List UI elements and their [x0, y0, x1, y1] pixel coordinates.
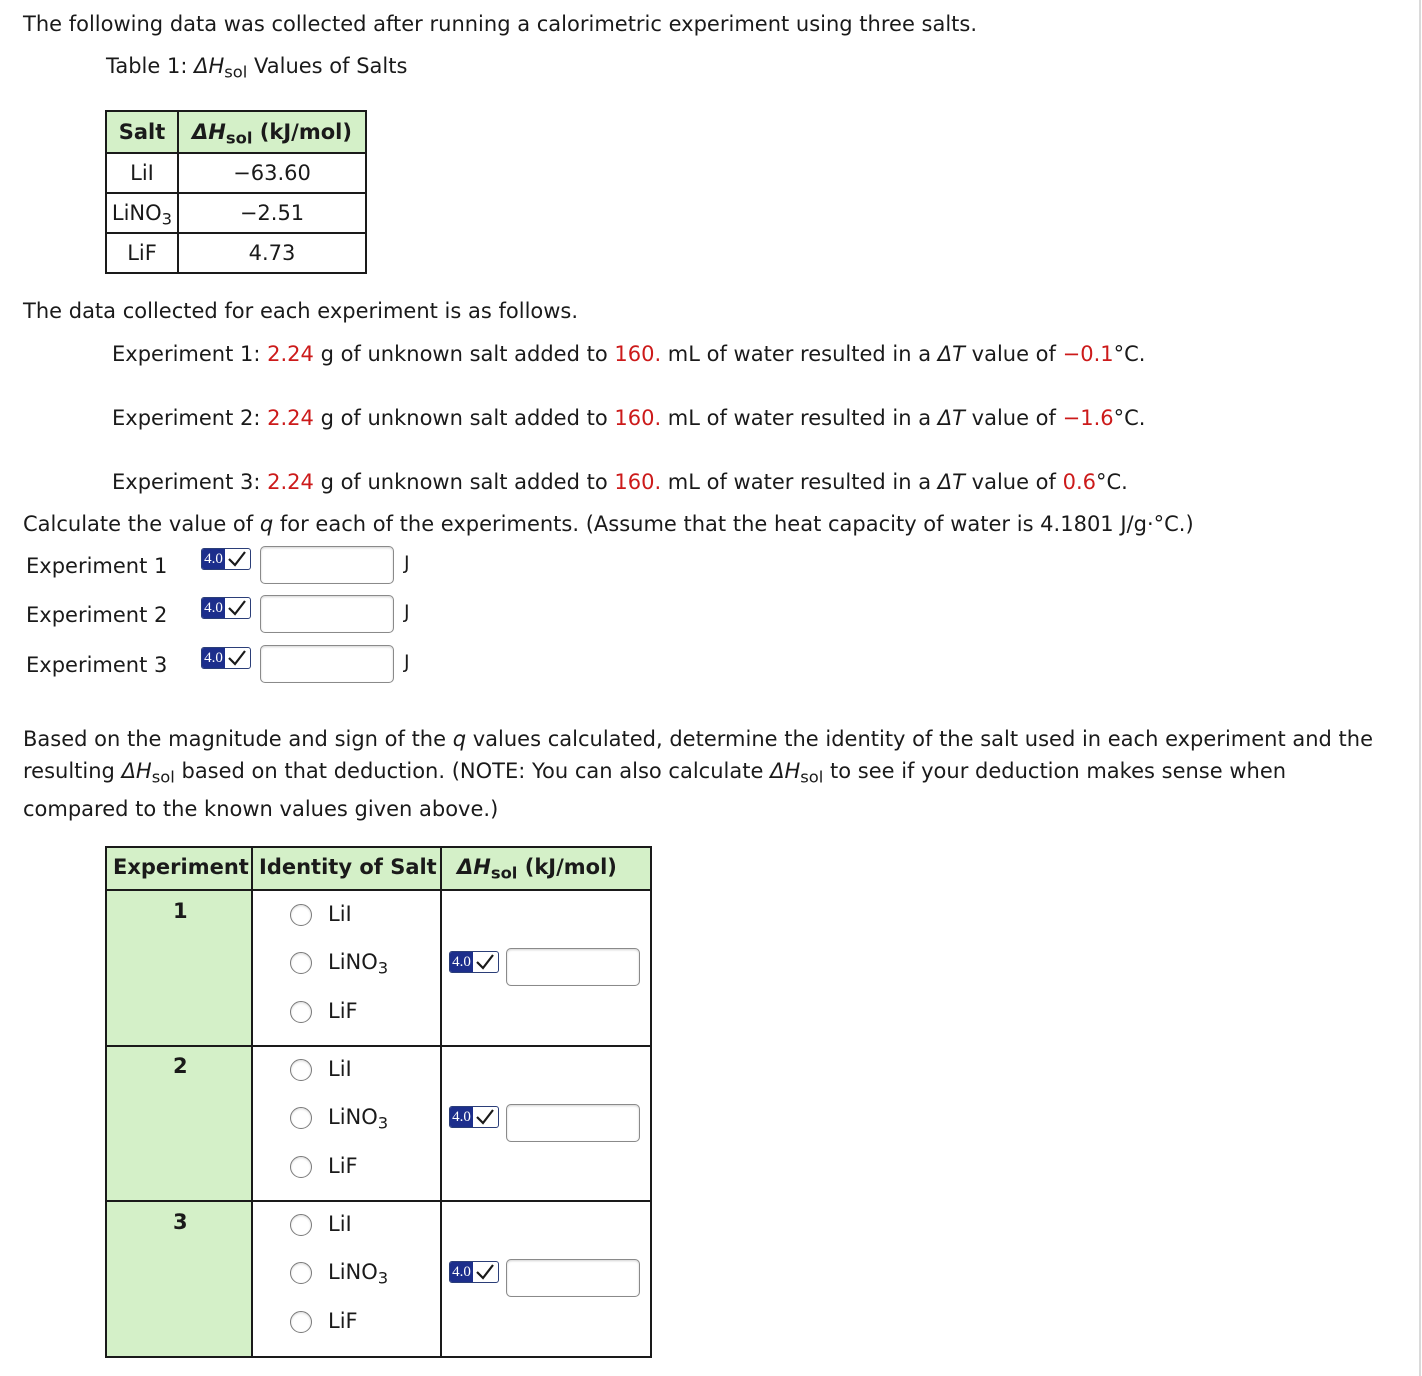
- value-cell: −63.60: [178, 153, 366, 193]
- unit-j: J: [404, 552, 410, 574]
- badge-number: 4.0: [450, 1262, 473, 1282]
- experiment-number: 2: [173, 1054, 188, 1078]
- sig-fig-badge[interactable]: [201, 647, 251, 669]
- radio-label: LiF: [328, 999, 358, 1023]
- header-identity: Identity of Salt: [259, 855, 437, 879]
- salt-cell: LiI: [106, 153, 178, 193]
- grid-line: [105, 846, 107, 1358]
- para-line-3: compared to the known values given above.): [23, 797, 499, 821]
- para-line-2: resulting $\Delta H_{sol}$ based on that deduction. (NOTE: You can also calculate $\Delta H_{sol}$ to see if your deduction makes sense when: [23, 759, 1287, 787]
- radio-label: LiI: [328, 1212, 352, 1236]
- radio-lino3[interactable]: [290, 1107, 312, 1129]
- salts-table: [105, 110, 367, 274]
- header-dh: $\Delta H_{sol}$ (kJ/mol): [457, 855, 617, 883]
- grid-line: [105, 1200, 652, 1202]
- check-icon: [227, 550, 247, 568]
- q-row-2-label: Experiment 2: [26, 603, 168, 627]
- radio-lii[interactable]: [290, 1214, 312, 1236]
- sig-fig-badge[interactable]: [449, 1261, 499, 1283]
- radio-label: LiI: [328, 1057, 352, 1081]
- grid-line: [650, 846, 652, 1358]
- table-row: [106, 233, 366, 273]
- q-exp-1-input[interactable]: [260, 546, 394, 584]
- radio-lino3[interactable]: [290, 1262, 312, 1284]
- check-icon: [475, 1263, 495, 1281]
- grid-line: [440, 846, 442, 1358]
- experiment-number: 3: [173, 1210, 188, 1234]
- page-right-border: [1419, 0, 1421, 1376]
- grid-line: [105, 1356, 652, 1358]
- grid-line: [251, 846, 253, 1358]
- caption-delta: ΔH: [194, 54, 225, 78]
- grid-line: [105, 889, 652, 891]
- experiment-3-text: Experiment 3: 2.24 g of unknown salt added to 160. mL of water resulted in a ΔT value of 0.6°C.: [112, 470, 1128, 494]
- col-dh-sub: sol: [225, 128, 253, 148]
- check-icon: [227, 649, 247, 667]
- badge-number: 4.0: [202, 549, 225, 569]
- radio-label: LiF: [328, 1309, 358, 1333]
- dh-exp-2-input[interactable]: [506, 1104, 640, 1142]
- para-line-1: Based on the magnitude and sign of the q values calculated, determine the identity of the salt used in each experiment and the: [23, 727, 1374, 751]
- radio-lif[interactable]: [290, 1311, 312, 1333]
- table1-caption: [106, 54, 408, 82]
- col-dh-delta: ΔH: [192, 120, 226, 144]
- radio-label: LiNO$_3$: [328, 950, 389, 978]
- grid-line: [105, 846, 652, 848]
- radio-label: LiNO$_3$: [328, 1260, 389, 1288]
- check-icon: [475, 953, 495, 971]
- salt-cell: LiF: [106, 233, 178, 273]
- grid-line: [105, 1045, 652, 1047]
- radio-label: LiF: [328, 1154, 358, 1178]
- dh-exp-1-input[interactable]: [506, 948, 640, 986]
- experiment-number: 1: [173, 899, 188, 923]
- radio-lif[interactable]: [290, 1156, 312, 1178]
- data-intro-text: The data collected for each experiment is as follows.: [23, 299, 579, 323]
- experiment-2-text: Experiment 2: 2.24 g of unknown salt added to 160. mL of water resulted in a ΔT value of −1.6°C.: [112, 406, 1146, 430]
- experiment-column-bg: [105, 890, 252, 1358]
- badge-number: 4.0: [450, 952, 473, 972]
- identity-table: [105, 846, 652, 1358]
- col-dh-header: [178, 111, 366, 153]
- intro-text: The following data was collected after running a calorimetric experiment using three salts.: [23, 12, 978, 36]
- badge-number: 4.0: [450, 1107, 473, 1127]
- radio-label: LiI: [328, 902, 352, 926]
- radio-lii[interactable]: [290, 904, 312, 926]
- col-dh-unit: (kJ/mol): [252, 120, 352, 144]
- table-row: [106, 193, 366, 233]
- table-row: [106, 153, 366, 193]
- caption-sub: sol: [224, 62, 248, 82]
- sig-fig-badge[interactable]: [449, 1106, 499, 1128]
- badge-number: 4.0: [202, 598, 225, 618]
- badge-number: 4.0: [202, 648, 225, 668]
- q-row-1-label: Experiment 1: [26, 554, 168, 578]
- radio-lii[interactable]: [290, 1059, 312, 1081]
- radio-lif[interactable]: [290, 1001, 312, 1023]
- radio-lino3[interactable]: [290, 952, 312, 974]
- value-cell: 4.73: [178, 233, 366, 273]
- sig-fig-badge[interactable]: [201, 597, 251, 619]
- salt-cell: LiNO$_3$: [106, 193, 178, 233]
- caption-prefix: Table 1:: [106, 54, 195, 78]
- check-icon: [475, 1108, 495, 1126]
- radio-label: LiNO$_3$: [328, 1105, 389, 1133]
- q-exp-3-input[interactable]: [260, 645, 394, 683]
- sig-fig-badge[interactable]: [201, 548, 251, 570]
- calc-instruction: Calculate the value of q for each of the experiments. (Assume that the heat capacity of water is 4.1801 J/g·°C.): [23, 512, 1194, 536]
- sig-fig-badge[interactable]: [449, 951, 499, 973]
- check-icon: [227, 599, 247, 617]
- header-experiment: Experiment: [113, 855, 249, 879]
- dh-exp-3-input[interactable]: [506, 1259, 640, 1297]
- value-cell: −2.51: [178, 193, 366, 233]
- unit-j: J: [404, 651, 410, 673]
- col-salt-header: Salt: [106, 111, 178, 153]
- caption-suffix: Values of Salts: [247, 54, 408, 78]
- unit-j: J: [404, 601, 410, 623]
- q-row-3-label: Experiment 3: [26, 653, 168, 677]
- q-exp-2-input[interactable]: [260, 595, 394, 633]
- experiment-1-text: Experiment 1: 2.24 g of unknown salt added to 160. mL of water resulted in a ΔT value of −0.1°C.: [112, 342, 1146, 366]
